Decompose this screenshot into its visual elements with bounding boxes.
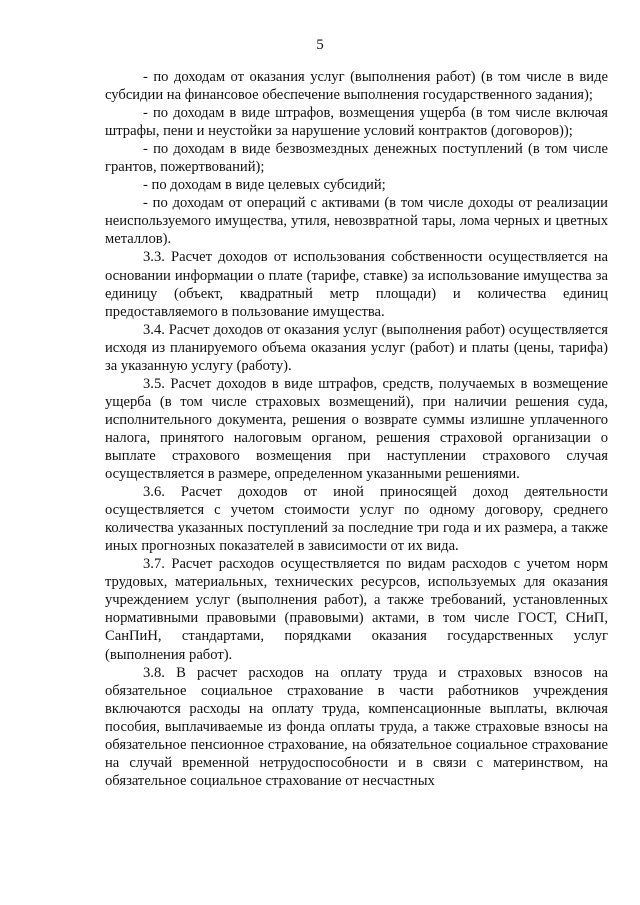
paragraph-3-8: 3.8. В расчет расходов на оплату труда и страховых взносов на обязательное социальное страхование в части работников учреждения включаются расходы на оплату труда, компенсационные выплаты, включая пособия, выплачиваемые из фонда оплаты труда, а также страховые взносы на обязательное пенсионное страхование, на обязательное социальное страхование на случай временной нетрудоспособности и в связи с материнством, на обязательное социальное страхование от несчастных bbox=[105, 664, 608, 789]
paragraph-income-fines: - по доходам в виде штрафов, возмещения ущерба (в том числе включая штрафы, пени и неустойки за нарушение условий контрактов (договоров)); bbox=[105, 105, 608, 140]
paragraph-3-6: 3.6. Расчет доходов от иной приносящей доход деятельности осуществляется с учетом стоимости услуг по одному договору, среднего количества указанных поступлений за последние три года и их размера, а также иных прогнозных показателей в зависимости от их вида. bbox=[105, 484, 608, 555]
paragraph-income-targeted-subsidies: - по доходам в виде целевых субсидий; bbox=[143, 177, 386, 194]
paragraph-3-7: 3.7. Расчет расходов осуществляется по видам расходов с учетом норм трудовых, материальных, технических ресурсов, используемых для оказания учреждением услуг (выполнения работ), а также требований, установленных нормативными правовыми (правовыми) актами, в том числе ГОСТ, СНиП, СанПиН, стандартами, порядками оказания государственных услуг (выполнения работ). bbox=[105, 556, 608, 663]
document-body bbox=[105, 68, 608, 790]
paragraph-3-3: 3.3. Расчет доходов от использования собственности осуществляется на основании информации о плате (тарифе, ставке) за использование имущества за единицу (объект, квадратный метр площади) и количества единиц предоставляемого в пользование имущества. bbox=[105, 249, 608, 320]
paragraph-3-5: 3.5. Расчет доходов в виде штрафов, средств, получаемых в возмещение ущерба (в том числе страховых возмещений), при наличии решения суда, исполнительного документа, решения о возврате суммы излишне уплаченного налога, принятого налоговым органом, решения страховой организации о выплате страхового возмещения при наступлении страхового случая осуществляется в размере, определенном указанными решениями. bbox=[105, 375, 608, 483]
paragraph-income-asset-operations: - по доходам от операций с активами (в том числе доходы от реализации неиспользуемого имущества, утиля, невозвратной тары, лома черных и цветных металлов). bbox=[105, 195, 608, 248]
paragraph-3-4: 3.4. Расчет доходов от оказания услуг (выполнения работ) осуществляется исходя из планируемого объема оказания услуг (работ) и платы (цены, тарифа) за указанную услугу (работу). bbox=[105, 321, 608, 374]
paragraph-income-gratuitous: - по доходам в виде безвозмездных денежных поступлений (в том числе грантов, пожертвований); bbox=[105, 141, 608, 176]
paragraph-income-services: - по доходам от оказания услуг (выполнения работ) (в том числе в виде субсидии на финансовое обеспечение выполнения государственного задания); bbox=[105, 69, 608, 104]
page-number: 5 bbox=[316, 37, 324, 53]
